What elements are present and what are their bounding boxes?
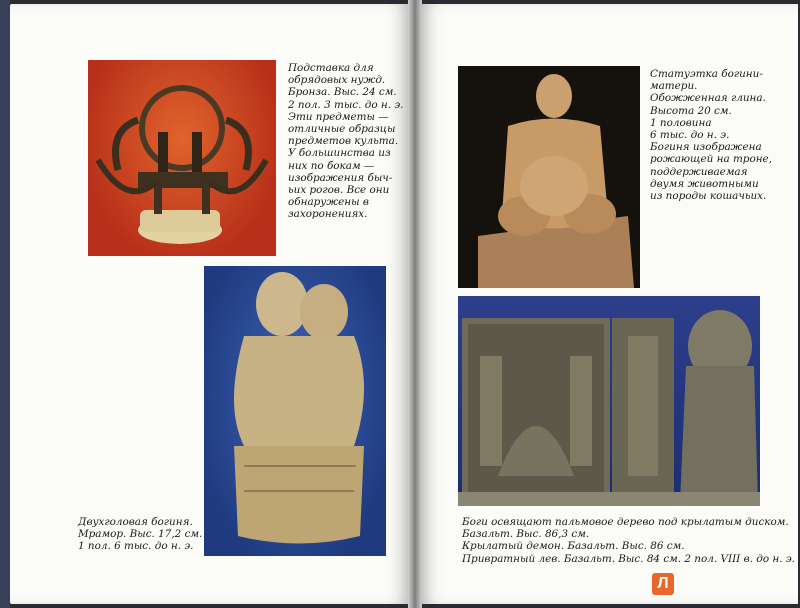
caption-line: Эти предметы — — [288, 110, 389, 123]
caption-mother-goddess — [650, 68, 772, 202]
photo-two-headed-goddess — [204, 266, 386, 556]
caption-line: 1 пол. 6 тыс. до н. э. — [78, 540, 194, 553]
caption-basalt-reliefs — [462, 516, 795, 565]
caption-line: них по бокам — — [288, 159, 375, 172]
caption-line: Бронза. Выс. 24 см. — [288, 86, 397, 99]
caption-line: захоронениях. — [288, 208, 368, 221]
caption-line: матери. — [650, 80, 698, 93]
caption-bronze-stand — [288, 62, 403, 221]
bronze-stand-illustration — [88, 60, 276, 256]
caption-line: Боги освящают пальмовое дерево под крылатым диском. — [462, 516, 789, 528]
caption-line: Базальт. Выс. 86,3 см. — [462, 528, 590, 541]
caption-line: Обожженная глина. — [650, 92, 766, 105]
caption-line: Статуэтка богини- — [650, 68, 763, 80]
caption-line: Богиня изображена — [650, 141, 762, 154]
caption-line: обрядовых нужд. — [288, 74, 386, 87]
caption-line: Привратный лев. Базальт. Выс. 84 см. 2 пол. VIII в. до н. э. — [462, 552, 795, 565]
caption-line: отличные образцы — [288, 123, 396, 136]
caption-line: рожающей на троне, — [650, 153, 773, 166]
caption-line: Мрамор. Выс. 17,2 см. — [78, 528, 203, 541]
caption-line: поддерживаемая — [650, 165, 748, 178]
caption-line: 2 пол. 3 тыс. до н. э. — [288, 98, 404, 111]
mother-goddess-illustration — [458, 66, 640, 288]
photo-basalt-reliefs — [458, 296, 760, 506]
caption-line: двумя животными — [650, 177, 759, 190]
caption-line: 6 тыс. до н. э. — [650, 129, 730, 142]
caption-line: 1 половина — [650, 116, 712, 129]
caption-line: предметов культа. — [288, 135, 399, 148]
caption-line: Подставка для — [288, 62, 374, 74]
caption-line: изображения быч- — [288, 171, 393, 184]
photo-bronze-stand — [88, 60, 276, 256]
caption-line: Высота 20 см. — [650, 104, 732, 117]
caption-line: из породы кошачьих. — [650, 190, 767, 203]
photo-mother-goddess — [458, 66, 640, 288]
caption-line: Крылатый демон. Базальт. Выс. 86 см. — [462, 540, 685, 553]
publisher-logo: Л — [652, 573, 674, 595]
caption-two-headed-goddess — [78, 516, 202, 553]
goddess-illustration — [204, 266, 386, 556]
caption-line: У большинства из — [288, 147, 391, 160]
book-edge-left — [0, 0, 10, 608]
reliefs-illustration — [458, 296, 760, 506]
caption-line: обнаружены в — [288, 196, 369, 209]
caption-line: Двухголовая богиня. — [78, 516, 193, 528]
caption-line: ьих рогов. Все они — [288, 184, 390, 197]
